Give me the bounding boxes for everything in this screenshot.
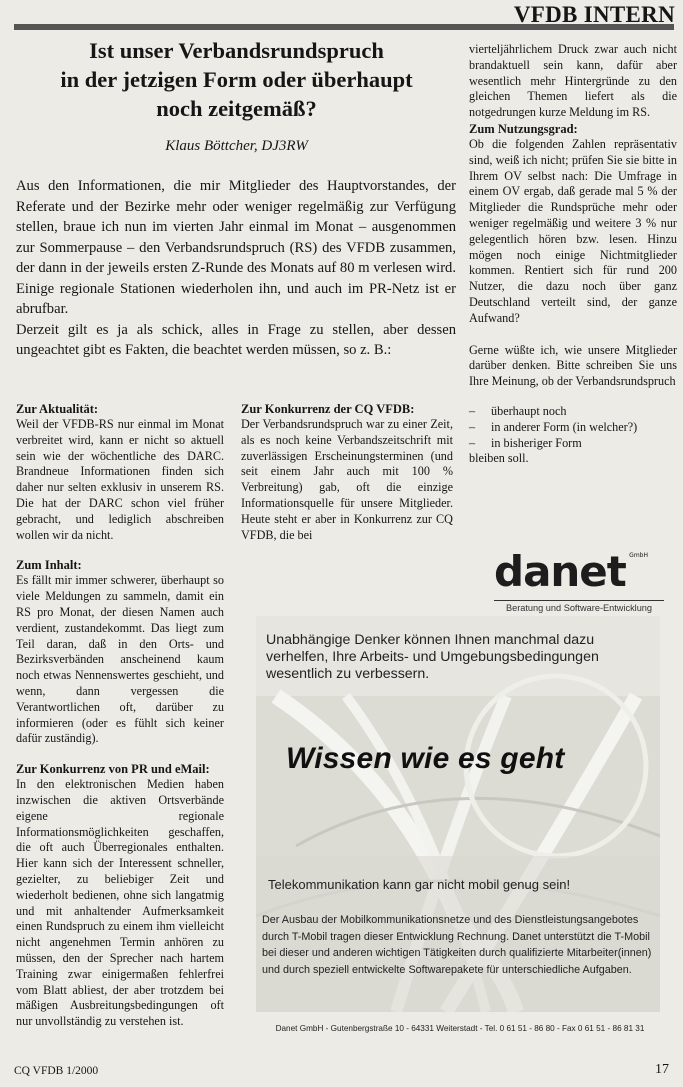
section-heading: Zur Konkurrenz von PR und eMail: [16, 762, 210, 777]
title-line: noch zeitgemäß? [156, 96, 317, 121]
section-text: In den elektronischen Medien haben inzwischen die aktiven Ortsverbände eigene regionale Informationsmöglichkeiten geschaffen, die oft auch Überregionales enthalten. Hier kann sich der Interessent schneller, gezielter, zu beliebiger Zeit und wiederholt bedienen, ohne sich langatmig und mit anhaltender Aufmerksamkeit einen Rundspruch zu einem ihm vielleicht nicht angenehmen Termin anhören zu müssen, den der Sprecher nach hartem Training zwar einigermaßen fehlerfrei vom Blatt abliest, der aber trotzdem bei mäßigen Ausbreitungsbedingungen oft nur unvollständig zu verstehen ist. [16, 777, 224, 1029]
option-item [469, 436, 677, 452]
section-text: Weil der VFDB-RS nur einmal im Monat verbreitet wird, kann er nicht so aktuell sein wie der wöchentliche des DARC. Brandneue Informationen finden sich daher nur selten exklusiv in unserem RS. Die hat der DARC schon viel früher gebracht, und lediglich abschreiben wollen wir da nicht. [16, 417, 224, 542]
title-line: Ist unser Verbandsrundspruch [89, 38, 384, 63]
logo-suffix: GmbH [629, 552, 648, 559]
article-intro [16, 176, 456, 361]
publication-footer: CQ VFDB 1/2000 [14, 1065, 99, 1077]
section-text: Ob die folgenden Zahlen repräsentativ sind, weiß ich nicht; prüfen Sie sie bitte in Ihrem OV selbst nach: Die Umfrage in einem OV ergab, daß gerade mal 5 % der Mitglieder die Rundsprüche mehr oder weniger regelmäßig und weitere 3 % nur gelegentlich hören bzw. lesen. Hinzu mögen noch einige Nichtmitglieder kommen. Rentiert sich für rund 200 Nutzer, die dazu noch über ganz Deutschland verteilt sind, der ganze Aufwand? [469, 136, 677, 325]
section-heading: Zur Aktualität: [16, 402, 99, 416]
page-number: 17 [655, 1062, 669, 1077]
section-title: VFDB INTERN [513, 2, 675, 27]
option-label: überhaupt noch [491, 403, 567, 418]
section-inhalt [16, 557, 224, 747]
article-author: Klaus Böttcher, DJ3RW [165, 138, 308, 154]
intro-paragraph: Derzeit gilt es ja als schick, alles in Frage zu stellen, aber dessen ungeachtet gibt es Fakten, die beachtet werden müssen, so z. B.: [16, 321, 456, 358]
closing-request: Gerne wüßte ich, wie unsere Mitglieder darüber denken. Bitte schreiben Sie uns Ihre Meinung, ob der Verbandsrundspruch [469, 342, 677, 389]
section-heading: Zum Nutzungsgrad: [469, 121, 578, 136]
section-heading: Zum Inhalt: [16, 558, 82, 573]
title-line: in der jetzigen Form oder überhaupt [60, 67, 413, 92]
section-text: Der Verbandsrundspruch war zu einer Zeit, als es noch keine Verbandszeitschrift mit zuverlässigen Erscheinungsterminen (und seit einem Jahr auch mit 100 % Verbreitung) gab, oft die einzige Informationsquelle für unsere Mitglieder. Heute steht er aber in Konkurrenz zur CQ VFDB, die bei [241, 417, 453, 542]
option-dash: – [469, 419, 476, 434]
danet-logo [494, 547, 654, 596]
section-heading: Zur Konkurrenz der CQ VFDB: [241, 402, 415, 416]
option-dash: – [469, 435, 476, 450]
ad-tagline: Beratung und Software-Entwicklung [494, 600, 664, 613]
section-aktualitaet [16, 401, 224, 543]
intro-paragraph: Aus den Informationen, die mir Mitglieder des Hauptvorstandes, der Referate und der Bezirke mehr oder weniger regelmäßig zur Verfügung stellen, braue ich nun im vierten Jahr einmal im Monat – ausgenommen zur Sommerpause – den Verbandsrundspruch (RS) des VFDB zusammen, der dann in der jeweils ersten Z-Runde des Monats auf 80 m verlesen wird. Einige regionale Stationen wiederholen ihn, und auch im PR-Netz ist er abrufbar. [16, 178, 456, 317]
section-konkurrenz-pr [16, 761, 224, 1030]
column-right [469, 42, 677, 467]
ad-footer-contact: Danet GmbH - Gutenbergstraße 10 - 64331 Weiterstadt - Tel. 0 61 51 - 86 80 - Fax 0 61 51 - 86 81 31 [275, 1024, 645, 1033]
option-label: in anderer Form (in welcher?) [491, 419, 638, 434]
option-list [469, 404, 677, 451]
ad-subheadline: Telekommunikation kann gar nicht mobil genug sein! [268, 877, 571, 892]
column-left [16, 401, 224, 1044]
ad-body-text: Der Ausbau der Mobilkommunikationsnetze und des Dienstleistungsangebotes durch T-Mobil tragen dieser Entwicklung Rechnung. Danet unterstützt die T-Mobil bei dieser und anderen wichtigen Tätigkeiten durch qualifizierte Mitarbeiter(innen) und durch speziell entwickelte Softwarepakete für unterschiedliche Aufgaben. [262, 914, 652, 976]
advertisement [256, 616, 660, 1012]
option-label: in bisheriger Form [491, 435, 582, 450]
ad-lead-text: Unabhängige Denker können Ihnen manchmal dazu verhelfen, Ihre Arbeits- und Umgebungsbedingungen wesentlich zu verbessern. [266, 632, 599, 682]
logo-word: danet [494, 547, 626, 596]
column-middle [241, 401, 453, 543]
option-item [469, 404, 677, 420]
section-text: Es fällt mir immer schwerer, überhaupt so viele Meldungen zu sammeln, damit ein RS pro Monat, der diesen Namen auch verdient, zustandekommt. Das liegt zum Teil daran, daß in den Orts- und Bezirksverbänden anscheinend kaum noch etwas Nennenswertes geschieht, und wenn, dann vergessen die Verantwortlichen oft, darüber zu informieren (oder es fühlt sich keiner dafür zuständig). [16, 573, 224, 746]
closing-end: bleiben soll. [469, 451, 529, 466]
option-item [469, 420, 677, 436]
option-dash: – [469, 403, 476, 418]
continuation-text: vierteljährlichem Druck zwar auch nicht brandaktuell sein kann, dafür aber wesentlich mehr Hintergründe zu den gleichen Themen liefert als die notgedrungen kurze Meldung im RS. [469, 42, 677, 120]
article-title [14, 36, 459, 123]
ad-headline: Wissen wie es geht [286, 742, 565, 775]
